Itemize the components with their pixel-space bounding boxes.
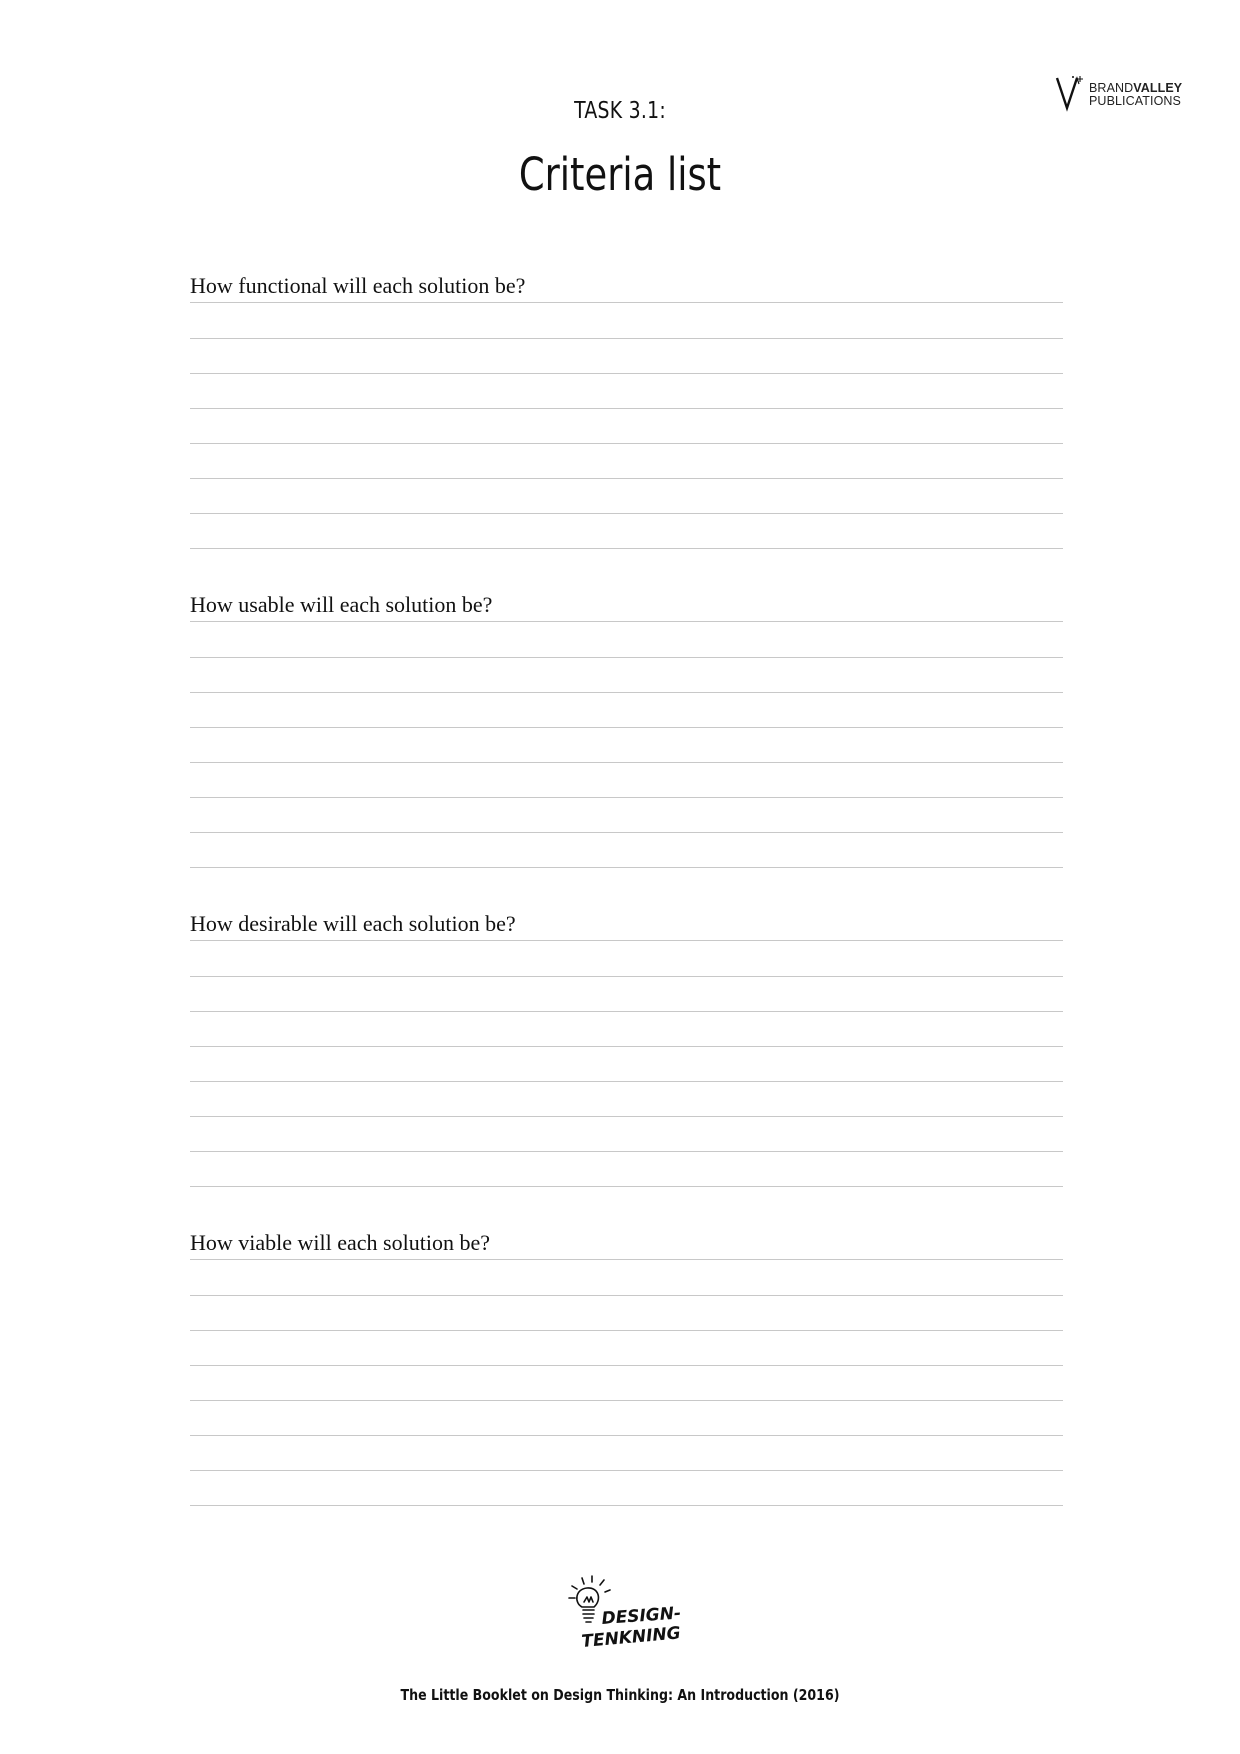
- writing-line[interactable]: [190, 1471, 1063, 1506]
- writing-line[interactable]: [190, 728, 1063, 763]
- writing-line[interactable]: [190, 1012, 1063, 1047]
- logo-line2: TENKNING: [580, 1623, 680, 1652]
- writing-line[interactable]: [190, 514, 1063, 549]
- task-label: TASK 3.1:: [574, 98, 666, 124]
- writing-line[interactable]: [190, 444, 1063, 479]
- writing-line[interactable]: [190, 304, 1063, 339]
- writing-line[interactable]: [190, 1117, 1063, 1152]
- question-row: [190, 1227, 1063, 1261]
- writing-line[interactable]: [190, 1082, 1063, 1117]
- question-text: How functional will each solution be?: [190, 273, 526, 298]
- criteria-section-usable: [190, 589, 1063, 868]
- writing-line[interactable]: [190, 1366, 1063, 1401]
- lightbulb-icon: [560, 1574, 680, 1664]
- writing-line[interactable]: [190, 658, 1063, 693]
- writing-line[interactable]: [190, 1296, 1063, 1331]
- page-title: Criteria list: [518, 148, 722, 201]
- question-row: [190, 589, 1063, 623]
- writing-line[interactable]: [190, 1401, 1063, 1436]
- writing-line[interactable]: [190, 1047, 1063, 1082]
- writing-line[interactable]: [190, 1436, 1063, 1471]
- writing-line[interactable]: [190, 1261, 1063, 1296]
- writing-line[interactable]: [190, 374, 1063, 409]
- publisher-line2: PUBLICATIONS: [1089, 94, 1181, 108]
- publisher-word2: VALLEY: [1133, 81, 1183, 95]
- writing-line[interactable]: [190, 409, 1063, 444]
- criteria-section-desirable: [190, 908, 1063, 1187]
- writing-line[interactable]: [190, 977, 1063, 1012]
- question-rule: [190, 302, 1063, 303]
- design-tenkning-logo: [560, 1574, 680, 1664]
- writing-line[interactable]: [190, 798, 1063, 833]
- writing-line[interactable]: [190, 833, 1063, 868]
- question-rule: [190, 1259, 1063, 1260]
- question-text: How viable will each solution be?: [190, 1230, 490, 1255]
- writing-line[interactable]: [190, 1152, 1063, 1187]
- question-text: How desirable will each solution be?: [190, 911, 516, 936]
- writing-line[interactable]: [190, 942, 1063, 977]
- logo-line1: DESIGN-: [600, 1603, 680, 1629]
- writing-line[interactable]: [190, 479, 1063, 514]
- writing-line[interactable]: [190, 623, 1063, 658]
- writing-line[interactable]: [190, 339, 1063, 374]
- writing-line[interactable]: [190, 1331, 1063, 1366]
- question-row: [190, 270, 1063, 304]
- criteria-section-viable: [190, 1227, 1063, 1506]
- question-text: How usable will each solution be?: [190, 592, 493, 617]
- footer-caption: The Little Booklet on Design Thinking: An Introduction (2016): [400, 1686, 840, 1704]
- question-rule: [190, 940, 1063, 941]
- criteria-section-functional: [190, 270, 1063, 549]
- question-row: [190, 908, 1063, 942]
- publisher-word1: BRAND: [1089, 81, 1134, 95]
- question-rule: [190, 621, 1063, 622]
- writing-line[interactable]: [190, 693, 1063, 728]
- writing-line[interactable]: [190, 763, 1063, 798]
